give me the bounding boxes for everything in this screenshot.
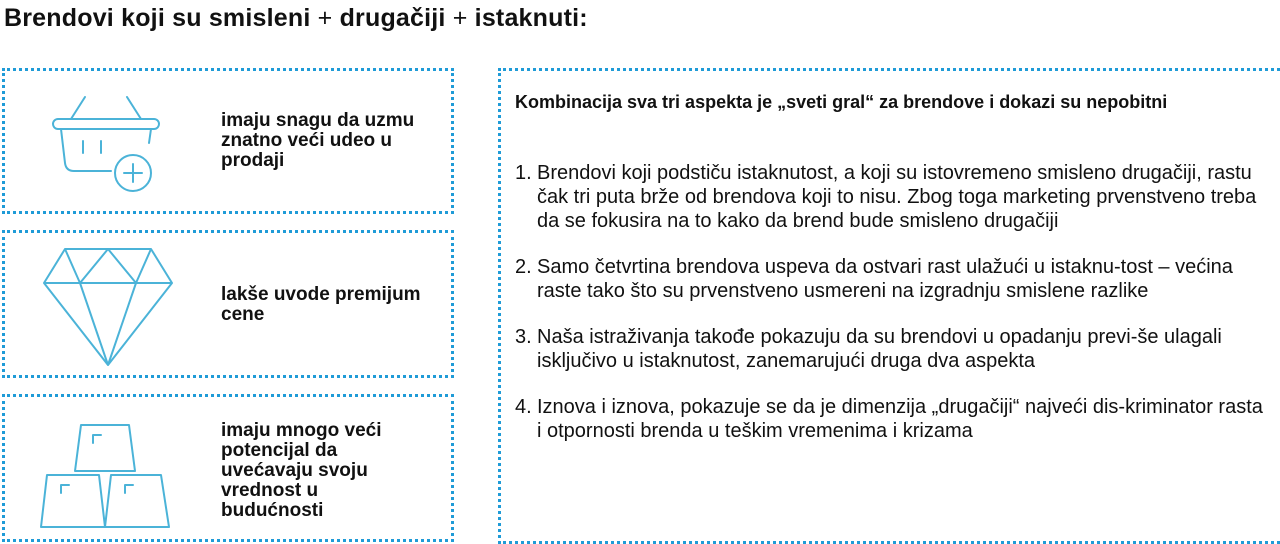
list-item (515, 161, 1265, 233)
item-text: Iznova i iznova, pokazuje se da je dimenzija „drugačiji“ najveći dis-kriminator rasta i otpornosti brenda u teškim vremenima i krizama (537, 396, 1263, 442)
item-text: Samo četvrtina brendova uspeva da ostvari rast ulažući u istaknu-tost – većina raste tako što su prvenstveno usmereni na izgradnju smislene razlike (537, 256, 1233, 302)
evidence-list (515, 161, 1265, 465)
title-part-meaningful: Brendovi koji su smisleni (4, 4, 311, 32)
item-number: 1. (515, 162, 532, 184)
title-plus: + (445, 4, 475, 32)
item-text: Brendovi koji podstiču istaknutost, a koji su istovremeno smisleno drugačiji, rastu čak tri puta brže od brendova koji to nisu. Zbog toga marketing prvenstveno treba da se fokusira na to kako da brend bude smisleno drugačiji (537, 162, 1257, 232)
title-plus: + (310, 4, 340, 32)
list-item (515, 255, 1265, 303)
feature-box-premium (2, 230, 454, 378)
item-number: 2. (515, 256, 532, 278)
evidence-panel (498, 68, 1280, 544)
shopping-basket-plus-icon (49, 91, 169, 196)
feature-text: imaju snagu da uzmu znatno veći udeo u prodaji (221, 110, 415, 171)
feature-box-sales (2, 68, 454, 214)
title-part-different: drugačiji (339, 4, 446, 32)
diamond-icon (41, 245, 175, 369)
stacked-blocks-icon (35, 421, 175, 533)
item-text: Naša istraživanja takođe pokazuju da su brendovi u opadanju previ-še ulagali isključivo u istaknutost, zanemarujući druga dva aspekta (537, 326, 1222, 372)
item-number: 3. (515, 326, 532, 348)
title-part-salient: istaknuti: (474, 4, 588, 32)
feature-text: imaju mnogo veći potencijal da uvećavaju svoju vrednost u budućnosti (221, 420, 382, 521)
feature-box-value (2, 394, 454, 542)
list-item (515, 325, 1265, 373)
list-item (515, 395, 1265, 443)
feature-text: lakše uvode premijum cene (221, 284, 421, 325)
page-title (4, 4, 588, 33)
panel-heading: Kombinacija sva tri aspekta je „sveti gral“ za brendove i dokazi su nepobitni (515, 92, 1168, 112)
item-number: 4. (515, 396, 532, 418)
